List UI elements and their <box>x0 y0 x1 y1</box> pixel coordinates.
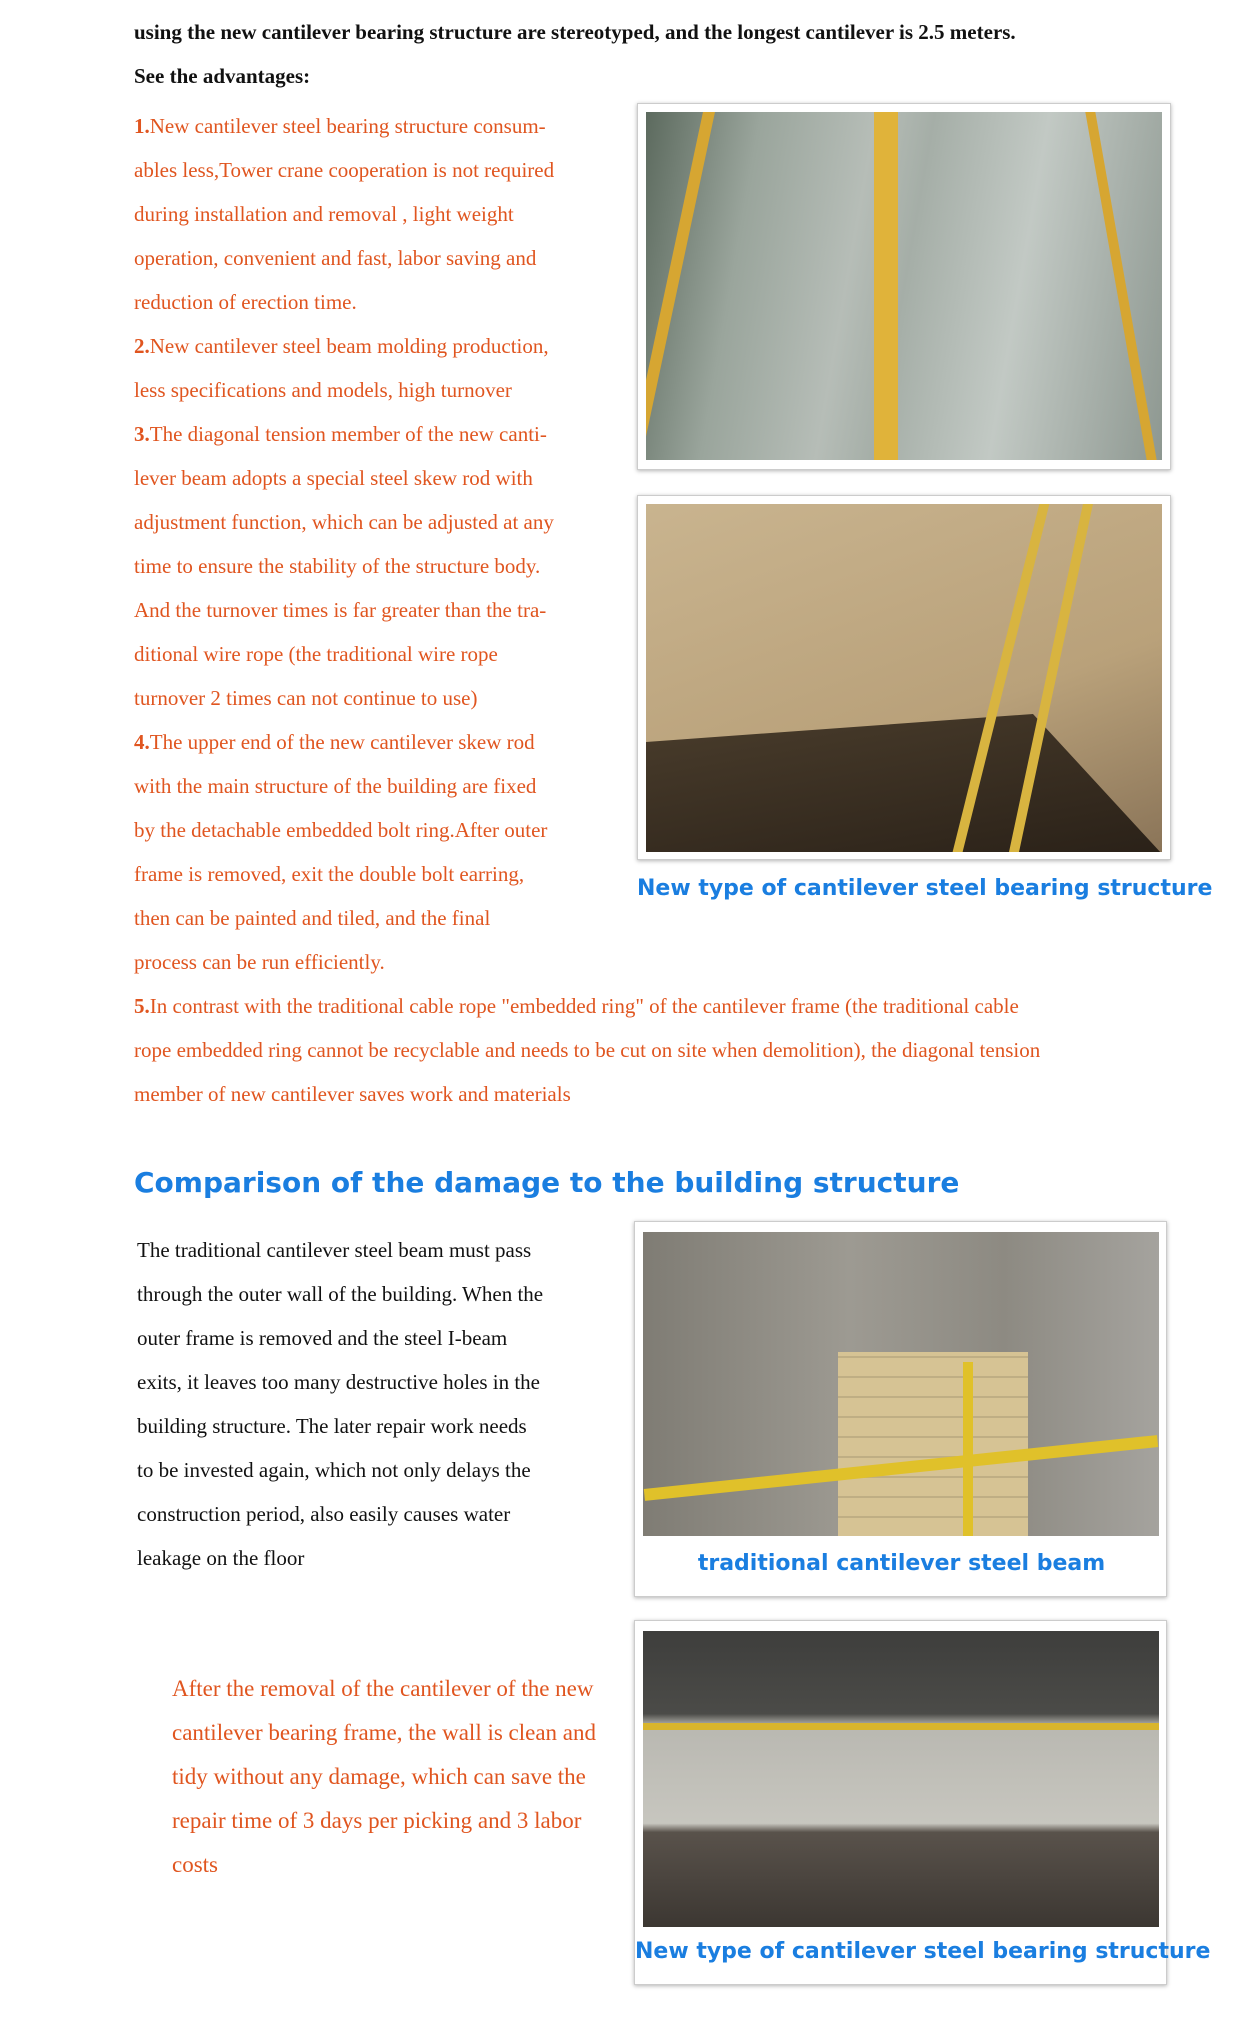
item-text: ditional wire rope (the traditional wire rope <box>134 642 498 666</box>
advantage-line <box>134 236 536 280</box>
advantage-line <box>134 896 490 940</box>
advantage-line <box>134 148 554 192</box>
item-number: 5. <box>134 994 150 1018</box>
paragraph-line: cantilever bearing frame, the wall is clean and <box>172 1720 597 1745</box>
item-text: New cantilever steel bearing structure consum- <box>149 114 546 138</box>
advantage-line <box>134 764 536 808</box>
item-text: during installation and removal , light weight <box>134 202 514 226</box>
photo-caption: traditional cantilever steel beam <box>697 1551 1106 1576</box>
item-text: In contrast with the traditional cable rope "embedded ring" of the cantilever frame (the traditional cable <box>149 994 1019 1018</box>
paragraph-line: through the outer wall of the building. When the <box>137 1282 544 1306</box>
item-text: And the turnover times is far greater than the tra- <box>134 598 547 622</box>
item-text: process can be run efficiently. <box>134 950 385 974</box>
item-text: rope embedded ring cannot be recyclable and needs to be cut on site when demolition), the diagonal tension <box>134 1038 1041 1062</box>
item-text: lever beam adopts a special steel skew rod with <box>134 466 533 490</box>
paragraph-line: building structure. The later repair work needs <box>137 1414 527 1438</box>
paragraph-line: The traditional cantilever steel beam must pass <box>137 1238 532 1262</box>
advantage-line <box>134 368 512 412</box>
item-text: member of new cantilever saves work and materials <box>134 1082 571 1106</box>
item-number: 2. <box>134 334 150 358</box>
advantage-line <box>134 280 357 324</box>
advantage-line <box>134 852 524 896</box>
advantage-line <box>134 676 478 720</box>
photo-frame-3 <box>634 1221 1167 1597</box>
item-number: 1. <box>134 114 150 138</box>
item-text: ables less,Tower crane cooperation is not required <box>134 158 555 182</box>
item-text: then can be painted and tiled, and the final <box>134 906 491 930</box>
advantage-line <box>134 984 1019 1028</box>
item-text: New cantilever steel beam molding production, <box>149 334 549 358</box>
paragraph-line: to be invested again, which not only delays the <box>137 1458 531 1482</box>
wall-bolt-photo <box>646 504 1162 852</box>
item-text: time to ensure the stability of the structure body. <box>134 554 541 578</box>
photo-caption: New type of cantilever steel bearing structure <box>637 876 1213 901</box>
advantage-line <box>134 544 540 588</box>
advantage-line <box>134 1028 1040 1072</box>
photo-frame-1 <box>637 103 1171 470</box>
item-text: by the detachable embedded bolt ring.After outer <box>134 818 548 842</box>
paragraph-line: construction period, also easily causes water <box>137 1502 511 1526</box>
photo-caption: New type of cantilever steel bearing structure <box>635 1939 1211 1964</box>
item-text: turnover 2 times can not continue to use) <box>134 686 478 710</box>
advantage-line <box>134 1072 571 1116</box>
section-heading: Comparison of the damage to the building structure <box>134 1166 960 1199</box>
item-text: The upper end of the new cantilever skew rod <box>149 730 535 754</box>
advantage-line <box>134 632 498 676</box>
advantage-line <box>134 500 554 544</box>
advantage-line <box>134 412 547 456</box>
item-number: 3. <box>134 422 150 446</box>
photo-frame-2 <box>637 495 1171 860</box>
paragraph-line: outer frame is removed and the steel I-beam <box>137 1326 508 1350</box>
advantage-line <box>134 808 547 852</box>
advantage-line <box>134 104 546 148</box>
paragraph-line: After the removal of the cantilever of the new <box>172 1676 594 1701</box>
advantage-line <box>134 456 533 500</box>
item-text: adjustment function, which can be adjusted at any <box>134 510 554 534</box>
damaged-wall-photo <box>643 1232 1159 1536</box>
paragraph-line: exits, it leaves too many destructive holes in the <box>137 1370 540 1394</box>
paragraph-line: leakage on the floor <box>137 1546 305 1570</box>
advantage-line <box>134 192 514 236</box>
advantage-line <box>134 588 546 632</box>
advantage-line <box>134 940 385 984</box>
item-text: with the main structure of the building are fixed <box>134 774 537 798</box>
item-text: reduction of erection time. <box>134 290 357 314</box>
clean-wall-photo <box>643 1631 1159 1927</box>
item-text: The diagonal tension member of the new canti- <box>149 422 547 446</box>
item-text: operation, convenient and fast, labor saving and <box>134 246 537 270</box>
item-text: frame is removed, exit the double bolt earring, <box>134 862 525 886</box>
paragraph-line: tidy without any damage, which can save the <box>172 1764 586 1789</box>
paragraph-line: repair time of 3 days per picking and 3 labor <box>172 1808 582 1833</box>
advantage-line <box>134 720 535 764</box>
photo-frame-4 <box>634 1620 1211 1985</box>
intro-subheading: See the advantages: <box>134 64 311 88</box>
intro-line: using the new cantilever bearing structure are stereotyped, and the longest cantilever is 2.5 meters. <box>134 20 1016 44</box>
advantage-line <box>134 324 549 368</box>
paragraph-line: costs <box>172 1852 218 1877</box>
item-text: less specifications and models, high turnover <box>134 378 512 402</box>
cantilever-rods-photo <box>646 112 1162 460</box>
item-number: 4. <box>134 730 150 754</box>
